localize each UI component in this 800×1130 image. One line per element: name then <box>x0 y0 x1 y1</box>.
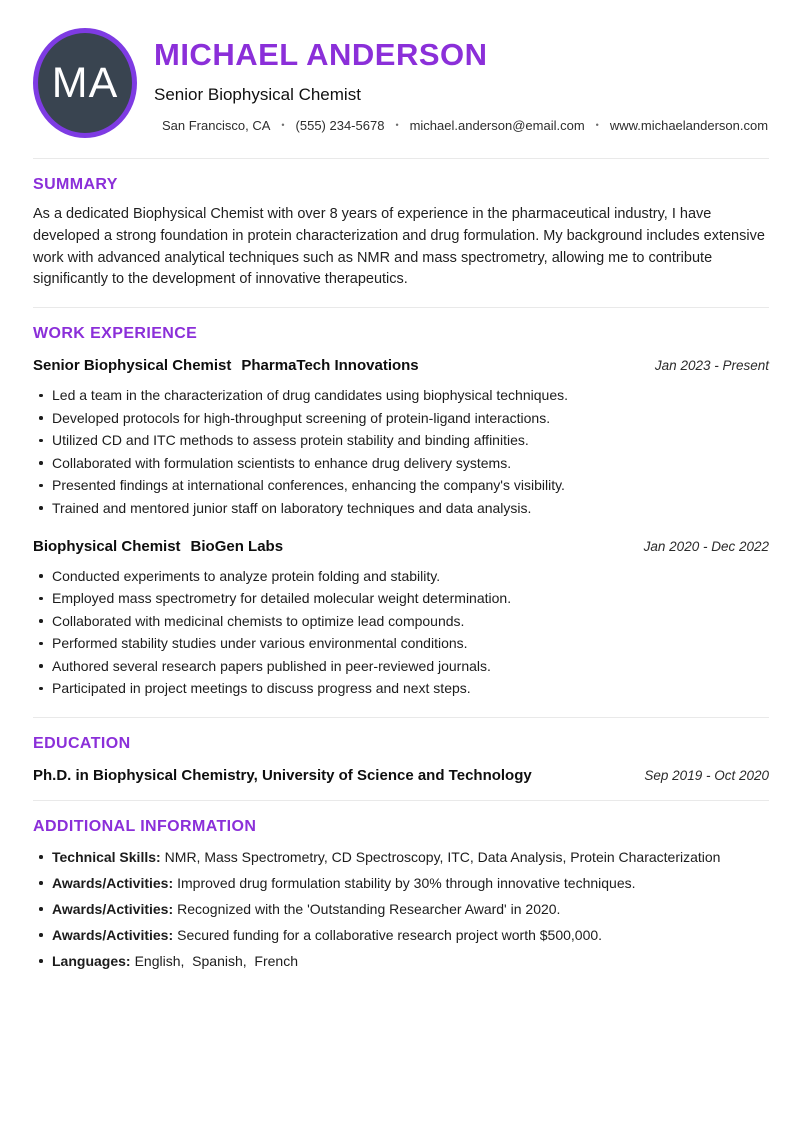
info-item <box>33 951 769 972</box>
job-bullet: Performed stability studies under various environmental conditions. <box>33 633 769 654</box>
contact-separator-dot: • <box>395 120 399 131</box>
info-label: Languages: <box>52 952 131 969</box>
job-bullet: Conducted experiments to analyze protein folding and stability. <box>33 566 769 587</box>
contact-location: San Francisco, CA <box>162 118 271 134</box>
job-dates: Jan 2020 - Dec 2022 <box>643 538 769 554</box>
education-entry <box>33 767 769 784</box>
job-dates: Jan 2023 - Present <box>654 358 769 373</box>
contact-phone: (555) 234-5678 <box>295 118 385 134</box>
education-degree: Ph.D. in Biophysical Chemistry, University of Science and Technology <box>33 766 532 784</box>
contact-email: michael.anderson@email.com <box>409 118 585 134</box>
resume-header <box>33 28 769 138</box>
job-bullet: Employed mass spectrometry for detailed molecular weight determination. <box>33 588 769 609</box>
job-bullet: Trained and mentored junior staff on laboratory techniques and data analysis. <box>33 498 769 519</box>
job-entry <box>33 357 769 519</box>
job-bullet-list <box>33 566 769 700</box>
job-title-line <box>33 357 419 375</box>
avatar-initials: MA <box>51 58 119 107</box>
job-entry <box>33 538 769 700</box>
job-bullet: Collaborated with formulation scientists to enhance drug delivery systems. <box>33 453 769 474</box>
section-additional-information <box>33 801 769 993</box>
info-label: Awards/Activities: <box>52 874 174 891</box>
job-bullet: Led a team in the characterization of drug candidates using biophysical techniques. <box>33 385 769 406</box>
job-bullet-list <box>33 385 769 519</box>
job-position: Senior Biophysical Chemist <box>33 357 232 374</box>
info-label: Awards/Activities: <box>52 900 174 917</box>
info-value: English, Spanish, French <box>134 952 298 969</box>
summary-text: As a dedicated Biophysical Chemist with over 8 years of experience in the pharmaceutical industry, I have developed a strong foundation in protein characterization and drug formulation. My background includes extensive work with advanced analytical techniques such as NMR and mass spectrometry, allowing me to contribute significantly to the development of innovative therapeutics. <box>33 206 765 288</box>
info-item <box>33 873 769 894</box>
info-item <box>33 847 769 868</box>
job-bullet: Developed protocols for high-throughput screening of protein-ligand interactions. <box>33 408 769 429</box>
job-bullet: Participated in project meetings to discuss progress and next steps. <box>33 678 769 699</box>
contact-row <box>154 118 768 133</box>
job-company: PharmaTech Innovations <box>241 357 419 374</box>
education-dates: Sep 2019 - Oct 2020 <box>644 767 769 783</box>
job-header <box>33 538 769 556</box>
info-item <box>33 899 769 920</box>
job-bullet: Authored several research papers published in peer-reviewed journals. <box>33 656 769 677</box>
section-work-experience <box>33 308 769 717</box>
info-value: Recognized with the 'Outstanding Researcher Award' in 2020. <box>177 900 561 917</box>
section-education <box>33 718 769 800</box>
job-bullet: Collaborated with medicinal chemists to optimize lead compounds. <box>33 611 769 632</box>
job-bullet: Presented findings at international conferences, enhancing the company's visibility. <box>33 475 769 496</box>
section-summary <box>33 159 769 307</box>
summary-heading: SUMMARY <box>33 176 118 193</box>
job-header <box>33 357 769 375</box>
contact-website: www.michaelanderson.com <box>609 118 769 134</box>
contact-separator-dot: • <box>595 120 599 131</box>
job-position: Biophysical Chemist <box>33 537 181 555</box>
avatar <box>33 28 137 138</box>
additional-information-heading: ADDITIONAL INFORMATION <box>33 817 257 835</box>
info-value: NMR, Mass Spectrometry, CD Spectroscopy, ITC, Data Analysis, Protein Characterization <box>164 848 721 865</box>
info-value: Secured funding for a collaborative research project worth $500,000. <box>177 926 603 943</box>
person-name: MICHAEL ANDERSON <box>154 37 488 72</box>
job-company: BioGen Labs <box>190 537 284 555</box>
person-job-title: Senior Biophysical Chemist <box>154 85 361 105</box>
job-bullet: Utilized CD and ITC methods to assess protein stability and binding affinities. <box>33 430 769 451</box>
info-item <box>33 925 769 946</box>
info-list <box>33 847 769 972</box>
work-experience-heading: WORK EXPERIENCE <box>33 325 198 342</box>
info-label: Awards/Activities: <box>52 926 174 943</box>
info-value: Improved drug formulation stability by 30% through innovative techniques. <box>177 874 636 891</box>
job-title-line <box>33 538 283 556</box>
contact-separator-dot: • <box>281 120 285 131</box>
header-text <box>154 28 768 138</box>
info-label: Technical Skills: <box>52 848 161 865</box>
education-heading: EDUCATION <box>33 734 131 752</box>
